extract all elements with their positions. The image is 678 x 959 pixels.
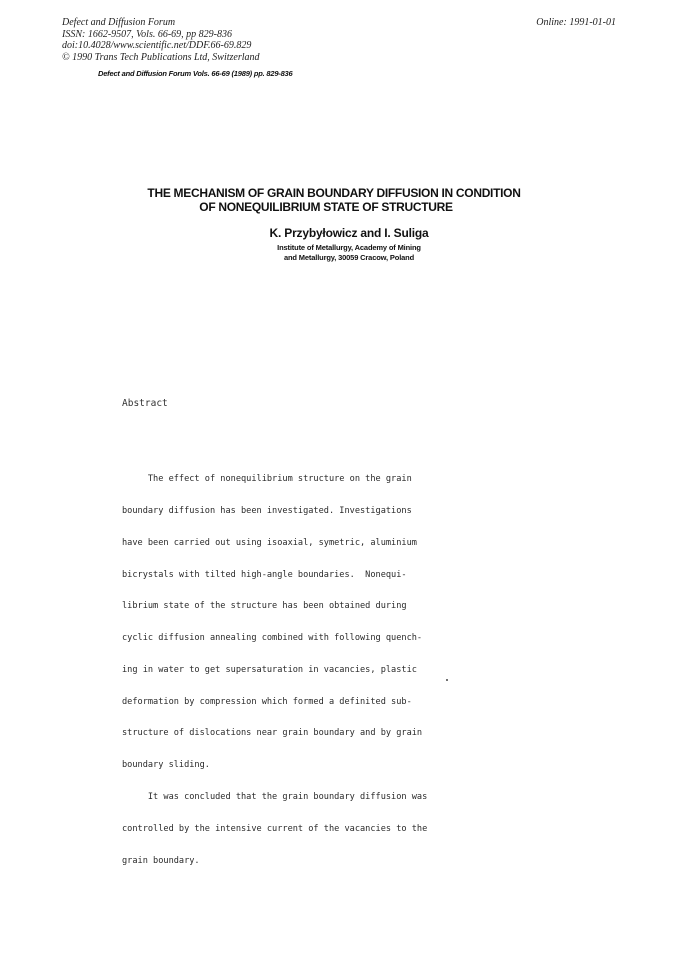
abstract-line: have been carried out using isoaxial, symetric, aluminium [122, 537, 417, 548]
issn-line: ISSN: 1662-9507, Vols. 66-69, pp 829-836 [62, 28, 232, 40]
doi-link[interactable]: doi:10.4028/www.scientific.net/DDF.66-69.829 [62, 40, 252, 52]
abstract-line: grain boundary. [122, 855, 200, 866]
journal-name: Defect and Diffusion Forum [62, 17, 176, 28]
affiliation-line-1: Institute of Metallurgy, Academy of Mining [277, 243, 421, 252]
abstract-line: bicrystals with tilted high-angle boundaries. Nonequi- [122, 569, 407, 580]
paper-title [0, 187, 678, 214]
title-line-1: THE MECHANISM OF GRAIN BOUNDARY DIFFUSION IN CONDITION [147, 186, 521, 200]
title-line-2: OF NONEQUILIBRIUM STATE OF STRUCTURE [199, 199, 453, 214]
stray-dot-mark [446, 679, 448, 681]
online-date: Online: 1991-01-01 [536, 17, 616, 28]
abstract-line: deformation by compression which formed a definited sub- [122, 696, 412, 707]
affiliation [0, 243, 678, 263]
abstract-line: boundary diffusion has been investigated. Investigations [122, 505, 412, 516]
abstract-body [122, 453, 522, 877]
abstract-line: librium state of the structure has been obtained during [122, 601, 407, 612]
abstract-line: boundary sliding. [122, 760, 210, 771]
copyright-line: © 1990 Trans Tech Publications Ltd, Switzerland [62, 51, 260, 63]
publication-metadata [62, 17, 260, 63]
abstract-line: ing in water to get supersaturation in vacancies, plastic [122, 664, 417, 675]
authors: K. Przybyłowicz and I. Suliga [269, 226, 429, 240]
abstract-line: controlled by the intensive current of the vacancies to the [122, 823, 428, 834]
abstract-line: The effect of nonequilibrium structure on the grain [122, 474, 412, 485]
affiliation-line-2: and Metallurgy, 30059 Cracow, Poland [283, 253, 415, 262]
abstract-line: cyclic diffusion annealing combined with following quench- [122, 633, 423, 644]
abstract-heading: Abstract [122, 398, 168, 409]
abstract-line: structure of dislocations near grain boundary and by grain [122, 728, 423, 739]
abstract-line: It was concluded that the grain boundary diffusion was [122, 792, 428, 802]
journal-citation-line: Defect and Diffusion Forum Vols. 66-69 (1989) pp. 829-836 [98, 69, 293, 78]
